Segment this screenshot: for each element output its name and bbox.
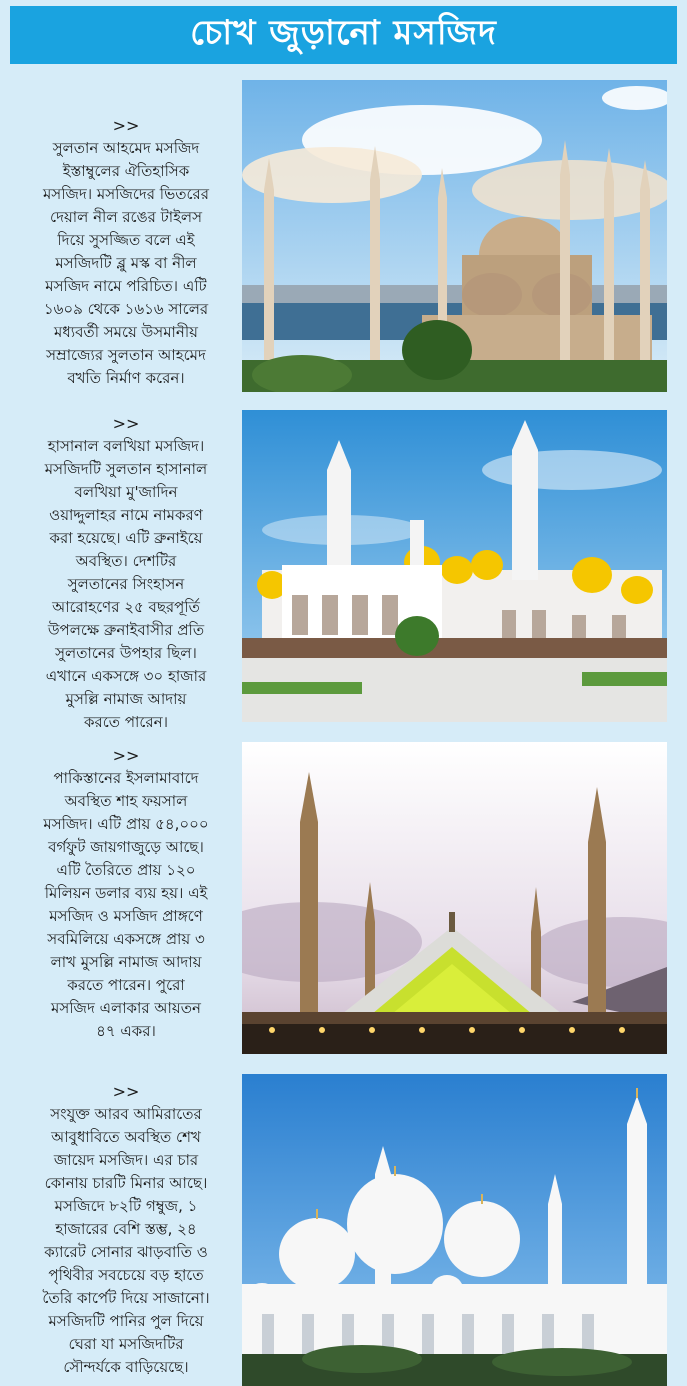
article-hassanal-bolkiah-mosque bbox=[10, 410, 677, 731]
text-line: মধ্যবর্তী সময়ে উসমানীয় bbox=[54, 323, 198, 341]
text-line: পৃথিবীর সবচেয়ে বড় হাতে bbox=[48, 1266, 204, 1284]
text-line: অবস্থিত। দেশটির bbox=[75, 552, 177, 570]
text-line: করতে পারেন। bbox=[84, 713, 168, 731]
text-line: মসজিদ ও মসজিদ প্রাঙ্গণে bbox=[49, 907, 203, 925]
text-line: মসজিদটি সুলতান হাসানাল bbox=[44, 460, 208, 478]
text-line: আবুধাবিতে অবস্থিত শেখ bbox=[51, 1128, 201, 1146]
text-line: বখতি নির্মাণ করেন। bbox=[67, 369, 185, 387]
text-line: সম্রাজ্যের সুলতান আহমেদ bbox=[46, 346, 206, 364]
article-text bbox=[10, 1074, 242, 1379]
text-line: সুলতান আহমেদ মসজিদ bbox=[52, 139, 200, 157]
faisal-mosque-photo bbox=[242, 742, 667, 1054]
text-line: অবস্থিত শাহ ফয়সাল bbox=[64, 792, 188, 810]
text-line: ওয়াদ্দুলাহর নামে নামকরণ bbox=[49, 506, 203, 524]
article-marker: >> bbox=[112, 414, 140, 433]
text-line: সংযুক্ত আরব আমিরাতের bbox=[50, 1105, 202, 1123]
text-line: ৪৭ একর। bbox=[96, 1022, 156, 1040]
text-line: লাখ মুসল্লি নামাজ আদায় bbox=[50, 953, 202, 971]
article-marker: >> bbox=[112, 116, 140, 135]
text-line: ক্যারেট সোনার ঝাড়বাতি ও bbox=[44, 1243, 208, 1261]
text-line: দিয়ে সুসজ্জিত বলে এই bbox=[57, 231, 195, 249]
text-line: জায়েদ মসজিদ। এর চার bbox=[53, 1151, 199, 1169]
text-line: করতে পারেন। পুরো bbox=[67, 976, 185, 994]
sheikh-zayed-mosque-photo bbox=[242, 1074, 667, 1386]
text-line: বর্গফুট জায়গাজুড়ে আছে। bbox=[48, 838, 204, 856]
text-line: ইস্তাম্বুলের ঐতিহাসিক bbox=[62, 162, 190, 180]
text-line: মসজিদ এলাকার আয়তন bbox=[51, 999, 201, 1017]
blue-mosque-photo bbox=[242, 80, 667, 392]
text-line: এখানে একসঙ্গে ৩০ হাজার bbox=[45, 667, 207, 685]
text-line: আরোহণের ২৫ বছরপূর্তি bbox=[52, 598, 200, 616]
text-line: কোনায় চারটি মিনার আছে। bbox=[44, 1174, 208, 1192]
text-line: উপলক্ষে ব্রুনাইবাসীর প্রতি bbox=[47, 621, 205, 639]
text-line: ১৬০৯ থেকে ১৬১৬ সালের bbox=[43, 300, 209, 318]
page-title: চোখ জুড়ানো মসজিদ bbox=[10, 6, 677, 64]
text-line: পাকিস্তানের ইসলামাবাদে bbox=[53, 769, 199, 787]
article-faisal-mosque bbox=[10, 742, 677, 1054]
article-sheikh-zayed-mosque bbox=[10, 1074, 677, 1386]
article-blue-mosque bbox=[10, 80, 677, 392]
text-line: সুলতানের সিংহাসন bbox=[67, 575, 185, 593]
text-line: মসজিদ। এটি প্রায় ৫৪,০০০ bbox=[43, 815, 209, 833]
text-line: বলখিয়া মু'জাদিন bbox=[74, 483, 178, 501]
text-line: মসজিদটি ব্লু মস্ক বা নীল bbox=[55, 254, 197, 272]
article-marker: >> bbox=[112, 1082, 140, 1101]
text-line: করা হয়েছে। এটি ব্রুনাইয়ে bbox=[49, 529, 203, 547]
text-line: ঘেরা যা মসজিদটির bbox=[68, 1335, 184, 1353]
text-line: মিলিয়ন ডলার ব্যয় হয়। এই bbox=[44, 884, 208, 902]
text-line: মসজিদ। মসজিদের ভিতরের bbox=[42, 185, 210, 203]
text-line: দেয়াল নীল রঙের টাইলস bbox=[50, 208, 202, 226]
text-line: মসজিদ নামে পরিচিত। এটি bbox=[45, 277, 207, 295]
article-marker: >> bbox=[112, 746, 140, 765]
text-line: হাসানাল বলখিয়া মসজিদ। bbox=[47, 437, 205, 455]
text-line: তৈরি কার্পেট দিয়ে সাজানো। bbox=[42, 1289, 210, 1307]
article-text bbox=[10, 410, 242, 734]
article-text bbox=[10, 80, 242, 390]
text-line: মসজিদে ৮২টি গম্বুজ, ১ bbox=[54, 1197, 198, 1215]
text-line: সবমিলিয়ে একসঙ্গে প্রায় ৩ bbox=[47, 930, 205, 948]
text-line: এটি তৈরিতে প্রায় ১২০ bbox=[56, 861, 196, 879]
article-text bbox=[10, 742, 242, 1043]
text-line: হাজারের বেশি স্তম্ভ, ২৪ bbox=[55, 1220, 197, 1238]
text-line: সুলতানের উপহার ছিল। bbox=[55, 644, 197, 662]
text-line: মসজিদটি পানির পুল দিয়ে bbox=[48, 1312, 204, 1330]
hassanal-bolkiah-mosque-photo bbox=[242, 410, 667, 722]
text-line: সৌন্দর্যকে বাড়িয়েছে। bbox=[63, 1358, 189, 1376]
text-line: মুসল্লি নামাজ আদায় bbox=[65, 690, 187, 708]
